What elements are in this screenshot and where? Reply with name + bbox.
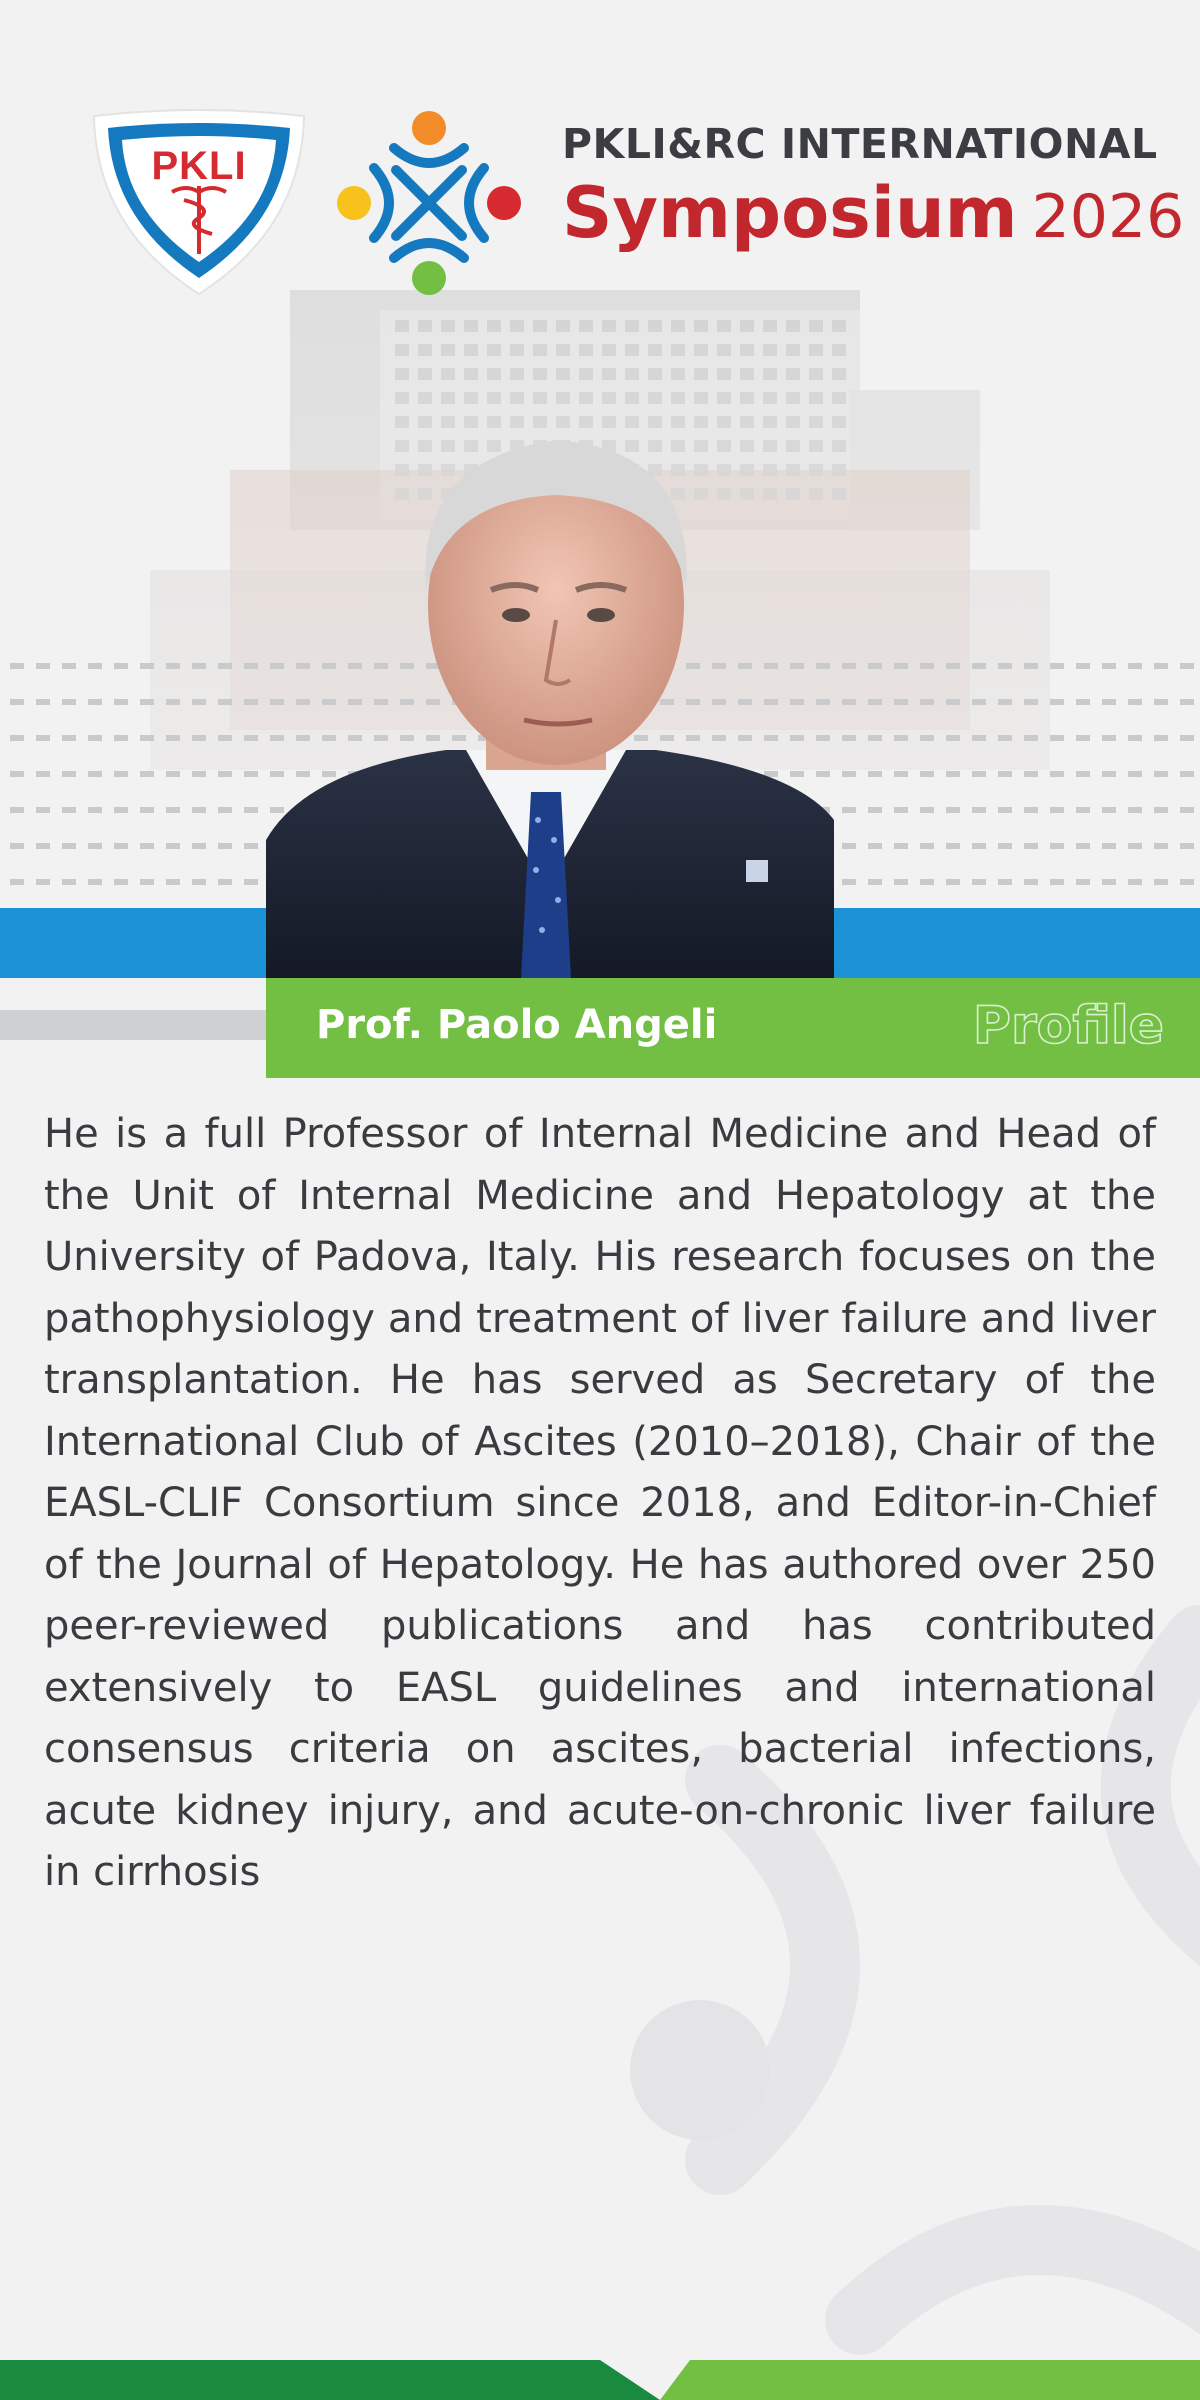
event-title-year: 2026 — [1031, 182, 1185, 252]
event-title-symposium: Symposium — [562, 172, 1018, 254]
pkli-logo — [88, 108, 310, 298]
symposium-symbol-icon — [334, 108, 524, 298]
pkli-logo-text: PKLI — [151, 144, 247, 188]
pkli-shield-icon — [88, 108, 310, 298]
speaker-name: Prof. Paolo Angeli — [316, 1002, 718, 1048]
speaker-portrait — [266, 420, 834, 978]
footer-bar — [0, 2358, 1200, 2400]
speaker-bio: He is a full Professor of Internal Medicine and Head of the Unit of Internal Medicine and Hepatology at the University of Padova, Italy. His research focuses on the pathophysiology and treatment of liver failure and liver transplantation. He has served as Secretary of the International Club of Ascites (2010–2018), Chair of the EASL-CLIF Consortium since 2018, and Editor-in-Chief of the Journal of Hepatology. He has authored over 250 peer-reviewed publications and has contributed extensively to EASL guidelines and international consensus criteria on ascites, bacterial infections, acute kidney injury, and acute-on-chronic liver failure in cirrhosis — [44, 1111, 1156, 1895]
profile-label: Profile — [972, 996, 1164, 1056]
grey-band — [0, 1010, 266, 1040]
event-title-line1: PKLI&RC INTERNATIONAL — [562, 120, 1158, 168]
event-title — [562, 120, 1185, 254]
event-title-line2 — [562, 172, 1185, 254]
speaker-name-bar — [266, 978, 1200, 1078]
